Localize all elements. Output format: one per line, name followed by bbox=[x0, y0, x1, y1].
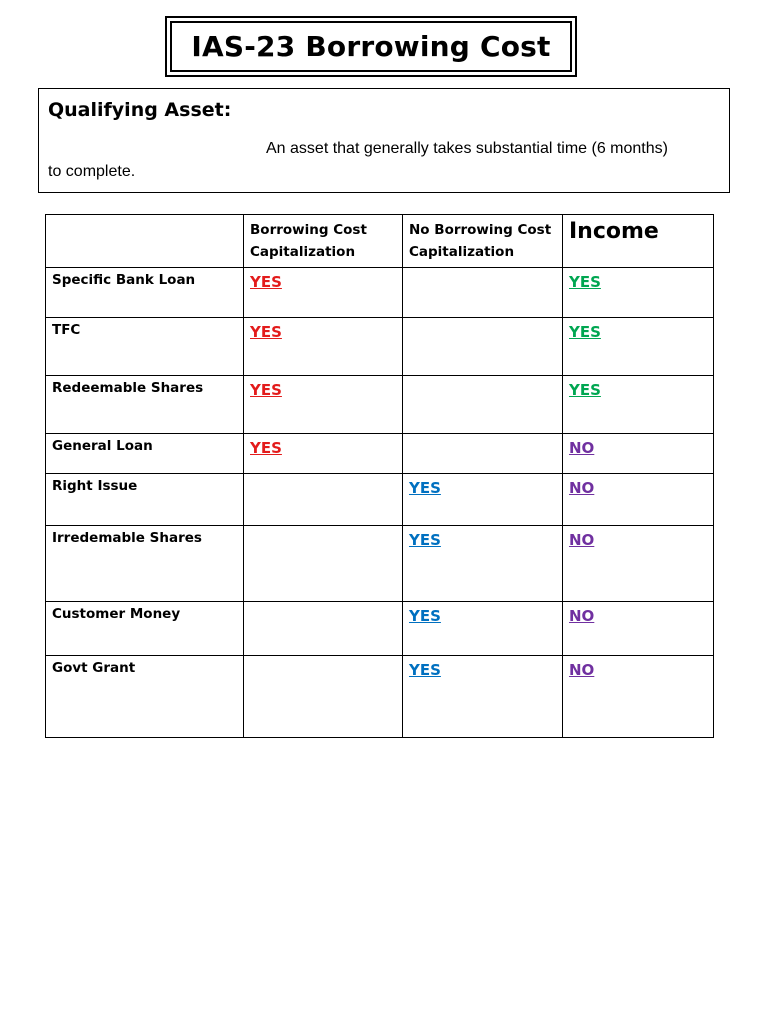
header-no-borrowing-cost-capitalization: No Borrowing Cost Capitalization bbox=[403, 215, 563, 268]
capitalization-cell bbox=[244, 376, 403, 434]
capitalization-cell-value: YES bbox=[250, 439, 282, 457]
no-capitalization-cell bbox=[403, 434, 563, 474]
capitalization-cell bbox=[244, 602, 403, 656]
capitalization-cell-value: YES bbox=[250, 323, 282, 341]
income-cell bbox=[563, 434, 714, 474]
income-cell-value: NO bbox=[569, 531, 595, 549]
capitalization-cell bbox=[244, 434, 403, 474]
capitalization-cell bbox=[244, 318, 403, 376]
income-cell bbox=[563, 318, 714, 376]
no-capitalization-cell bbox=[403, 526, 563, 602]
income-cell bbox=[563, 268, 714, 318]
table-row bbox=[46, 656, 714, 738]
row-label: Redeemable Shares bbox=[46, 376, 244, 434]
capitalization-cell bbox=[244, 268, 403, 318]
qualifying-asset-definition-line1: An asset that generally takes substantial time (6 months) bbox=[266, 140, 668, 157]
no-capitalization-cell bbox=[403, 474, 563, 526]
income-cell-value: NO bbox=[569, 479, 595, 497]
row-label: TFC bbox=[46, 318, 244, 376]
no-capitalization-cell-value: YES bbox=[409, 607, 441, 625]
header-income: Income bbox=[563, 215, 714, 268]
table-row bbox=[46, 526, 714, 602]
header-blank bbox=[46, 215, 244, 268]
table-row bbox=[46, 376, 714, 434]
income-cell bbox=[563, 376, 714, 434]
no-capitalization-cell bbox=[403, 318, 563, 376]
page-title: IAS-23 Borrowing Cost bbox=[170, 21, 572, 72]
row-label: Govt Grant bbox=[46, 656, 244, 738]
row-label: Specific Bank Loan bbox=[46, 268, 244, 318]
table-row bbox=[46, 602, 714, 656]
no-capitalization-cell bbox=[403, 268, 563, 318]
qualifying-asset-heading: Qualifying Asset: bbox=[48, 99, 232, 121]
capitalization-cell bbox=[244, 656, 403, 738]
income-cell-value: YES bbox=[569, 273, 601, 291]
table-row bbox=[46, 434, 714, 474]
row-label: General Loan bbox=[46, 434, 244, 474]
row-label: Customer Money bbox=[46, 602, 244, 656]
no-capitalization-cell bbox=[403, 376, 563, 434]
header-borrowing-cost-capitalization: Borrowing Cost Capitalization bbox=[244, 215, 403, 268]
income-cell-value: YES bbox=[569, 323, 601, 341]
table-row bbox=[46, 268, 714, 318]
capitalization-cell bbox=[244, 526, 403, 602]
title-box bbox=[165, 16, 577, 77]
income-cell-value: YES bbox=[569, 381, 601, 399]
no-capitalization-cell bbox=[403, 602, 563, 656]
income-cell-value: NO bbox=[569, 607, 595, 625]
row-label: Irredemable Shares bbox=[46, 526, 244, 602]
capitalization-cell-value: YES bbox=[250, 381, 282, 399]
table-row bbox=[46, 474, 714, 526]
capitalization-cell bbox=[244, 474, 403, 526]
no-capitalization-cell-value: YES bbox=[409, 479, 441, 497]
table-row bbox=[46, 318, 714, 376]
row-label: Right Issue bbox=[46, 474, 244, 526]
income-cell bbox=[563, 474, 714, 526]
table-header-row bbox=[46, 215, 714, 268]
no-capitalization-cell-value: YES bbox=[409, 661, 441, 679]
income-cell bbox=[563, 656, 714, 738]
income-cell-value: NO bbox=[569, 439, 595, 457]
no-capitalization-cell-value: YES bbox=[409, 531, 441, 549]
no-capitalization-cell bbox=[403, 656, 563, 738]
borrowing-cost-table bbox=[45, 214, 714, 738]
qualifying-asset-definition-line2: to complete. bbox=[48, 163, 136, 180]
income-cell bbox=[563, 526, 714, 602]
capitalization-cell-value: YES bbox=[250, 273, 282, 291]
table-body bbox=[46, 268, 714, 738]
qualifying-asset-box bbox=[38, 88, 730, 193]
income-cell-value: NO bbox=[569, 661, 595, 679]
income-cell bbox=[563, 602, 714, 656]
